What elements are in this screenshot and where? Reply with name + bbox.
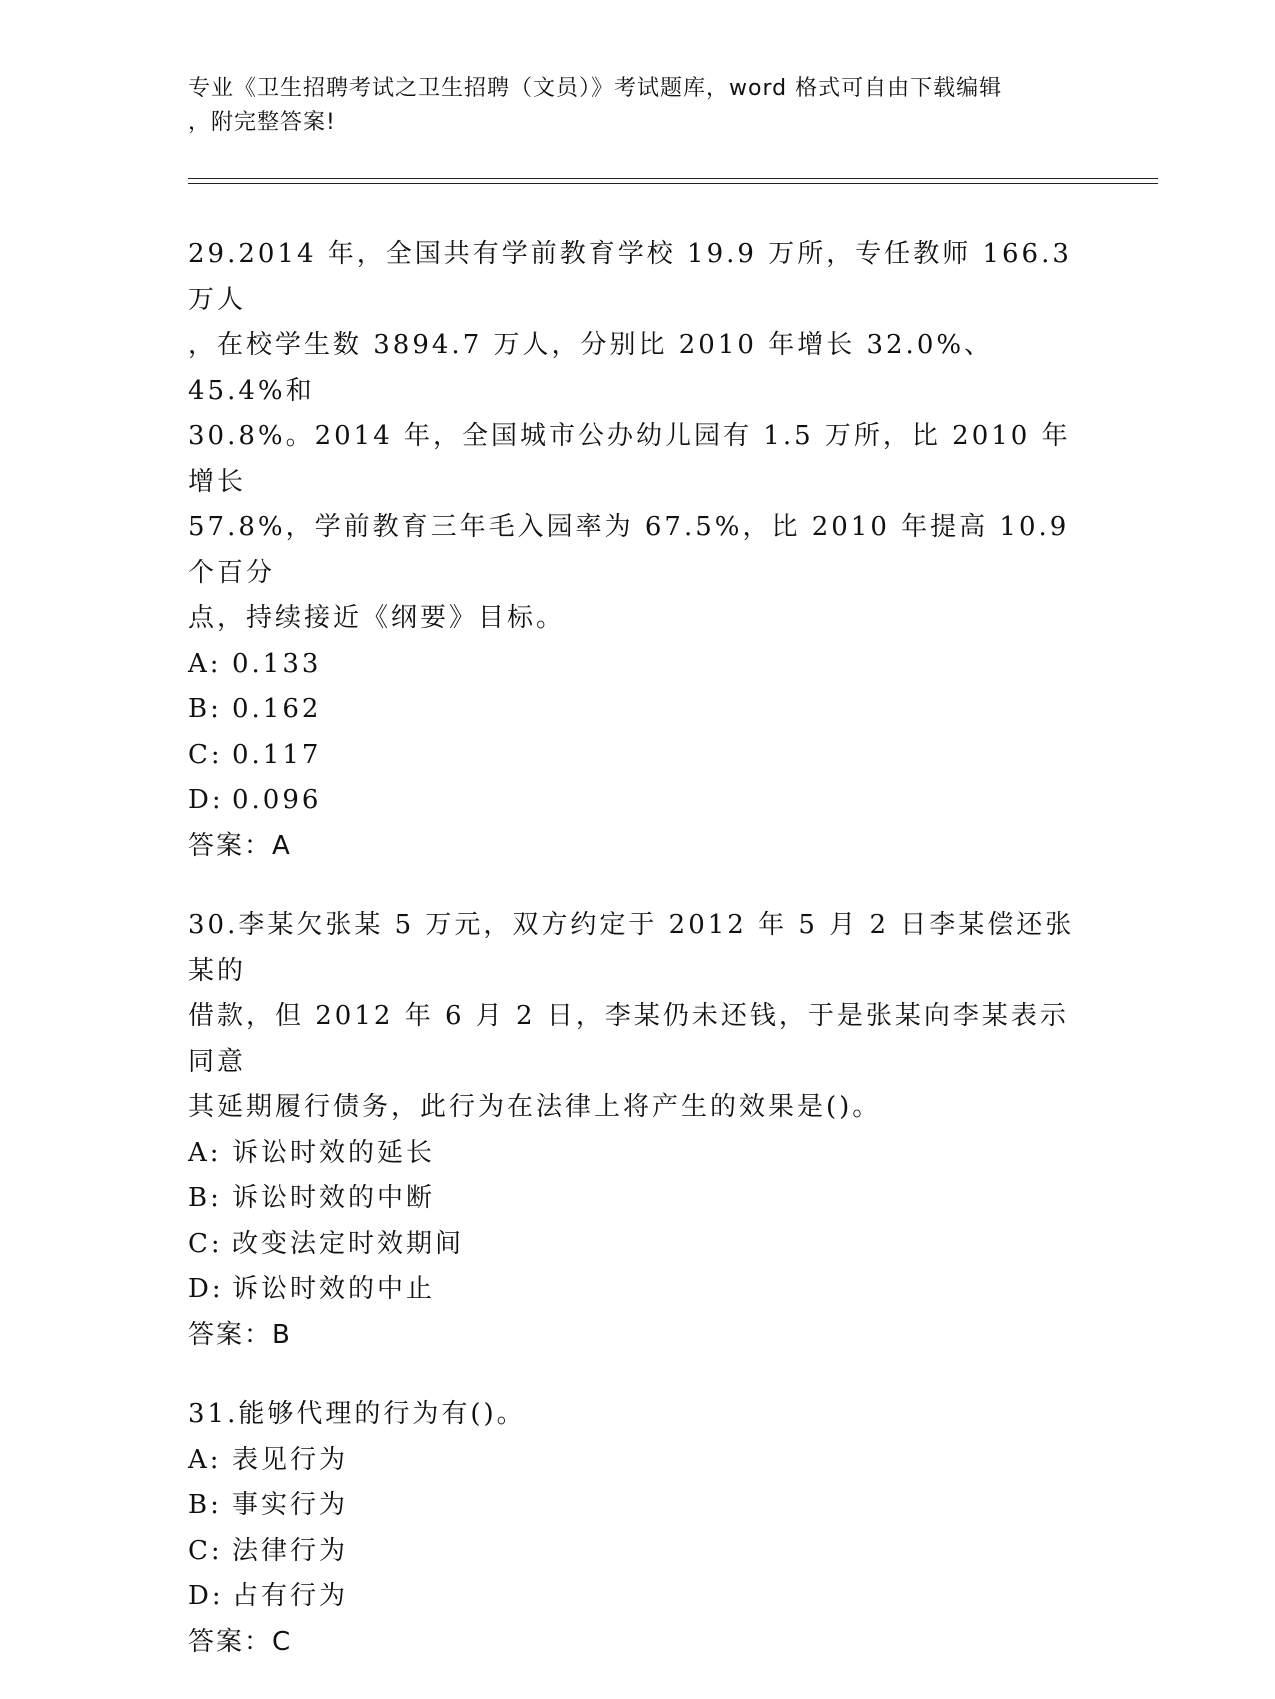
answer-line: 答案：B — [188, 1319, 292, 1350]
option-text: 诉讼时效的中断 — [232, 1183, 436, 1213]
option-b — [188, 1176, 1088, 1222]
option-text: 0.133 — [232, 648, 322, 679]
option-d — [188, 778, 1088, 824]
question-stem-line: 点，持续接近《纲要》目标。 — [188, 603, 566, 633]
option-letter: C: — [188, 739, 223, 770]
option-b — [188, 1483, 1088, 1529]
option-a — [188, 1131, 1088, 1177]
option-text: 0.117 — [232, 739, 322, 770]
question-list — [188, 232, 1088, 1699]
option-text: 0.162 — [232, 694, 322, 724]
question-stem-line: 57.8%，学前教育三年毛入园率为 67.5%，比 2010 年提高 10.9 个百分 — [188, 512, 1070, 588]
option-letter: D: — [188, 1274, 224, 1304]
option-text: 诉讼时效的延长 — [232, 1137, 436, 1168]
option-a — [188, 642, 1088, 688]
option-a — [188, 1438, 1088, 1484]
option-text: 改变法定时效期间 — [232, 1228, 465, 1259]
header-divider — [188, 178, 1158, 184]
option-letter: C: — [188, 1535, 223, 1566]
option-letter: B: — [188, 1490, 222, 1520]
answer-line: 答案：C — [188, 1626, 293, 1657]
header-line-2: ，附完整答案! — [188, 110, 336, 135]
question-stem-line: 借款，但 2012 年 6 月 2 日，李某仍未还钱，于是张某向李某表示同意 — [188, 1001, 1069, 1077]
option-d — [188, 1267, 1088, 1313]
option-c — [188, 1222, 1088, 1268]
option-letter: A: — [188, 1444, 222, 1475]
document-header — [188, 72, 1068, 140]
option-letter: D: — [188, 1581, 224, 1611]
header-line-1: 专业《卫生招聘考试之卫生招聘（文员）》考试题库，word 格式可自由下载编辑 — [188, 76, 1003, 101]
option-c — [188, 1529, 1088, 1575]
question-stem-line: 31.能够代理的行为有()。 — [188, 1399, 526, 1429]
option-text: 0.096 — [232, 785, 322, 815]
answer-line: 答案：A — [188, 830, 292, 861]
question-30 — [188, 903, 1088, 1358]
option-text: 诉讼时效的中止 — [232, 1274, 436, 1304]
question-stem-line: ，在校学生数 3894.7 万人，分别比 2010 年增长 32.0%、45.4%和 — [188, 330, 994, 406]
option-text: 事实行为 — [232, 1490, 349, 1520]
option-text: 占有行为 — [232, 1581, 349, 1611]
option-letter: A: — [188, 648, 222, 679]
question-stem-line: 30.李某欠张某 5 万元，双方约定于 2012 年 5 月 2 日李某偿还张某的 — [188, 910, 1075, 986]
question-stem-line: 30.8%。2014 年，全国城市公办幼儿园有 1.5 万所，比 2010 年增长 — [188, 421, 1071, 497]
question-29 — [188, 232, 1088, 869]
option-letter: B: — [188, 1183, 222, 1213]
question-31 — [188, 1392, 1088, 1665]
option-letter: D: — [188, 785, 224, 815]
option-d — [188, 1574, 1088, 1620]
option-letter: B: — [188, 694, 222, 724]
question-stem-line: 29.2014 年，全国共有学前教育学校 19.9 万所，专任教师 166.3 万人 — [188, 239, 1072, 315]
option-c — [188, 733, 1088, 779]
question-stem-line: 其延期履行债务，此行为在法律上将产生的效果是()。 — [188, 1092, 882, 1122]
option-text: 表见行为 — [232, 1444, 349, 1475]
option-letter: C: — [188, 1228, 223, 1259]
option-letter: A: — [188, 1137, 222, 1168]
option-text: 法律行为 — [232, 1535, 349, 1566]
option-b — [188, 687, 1088, 733]
